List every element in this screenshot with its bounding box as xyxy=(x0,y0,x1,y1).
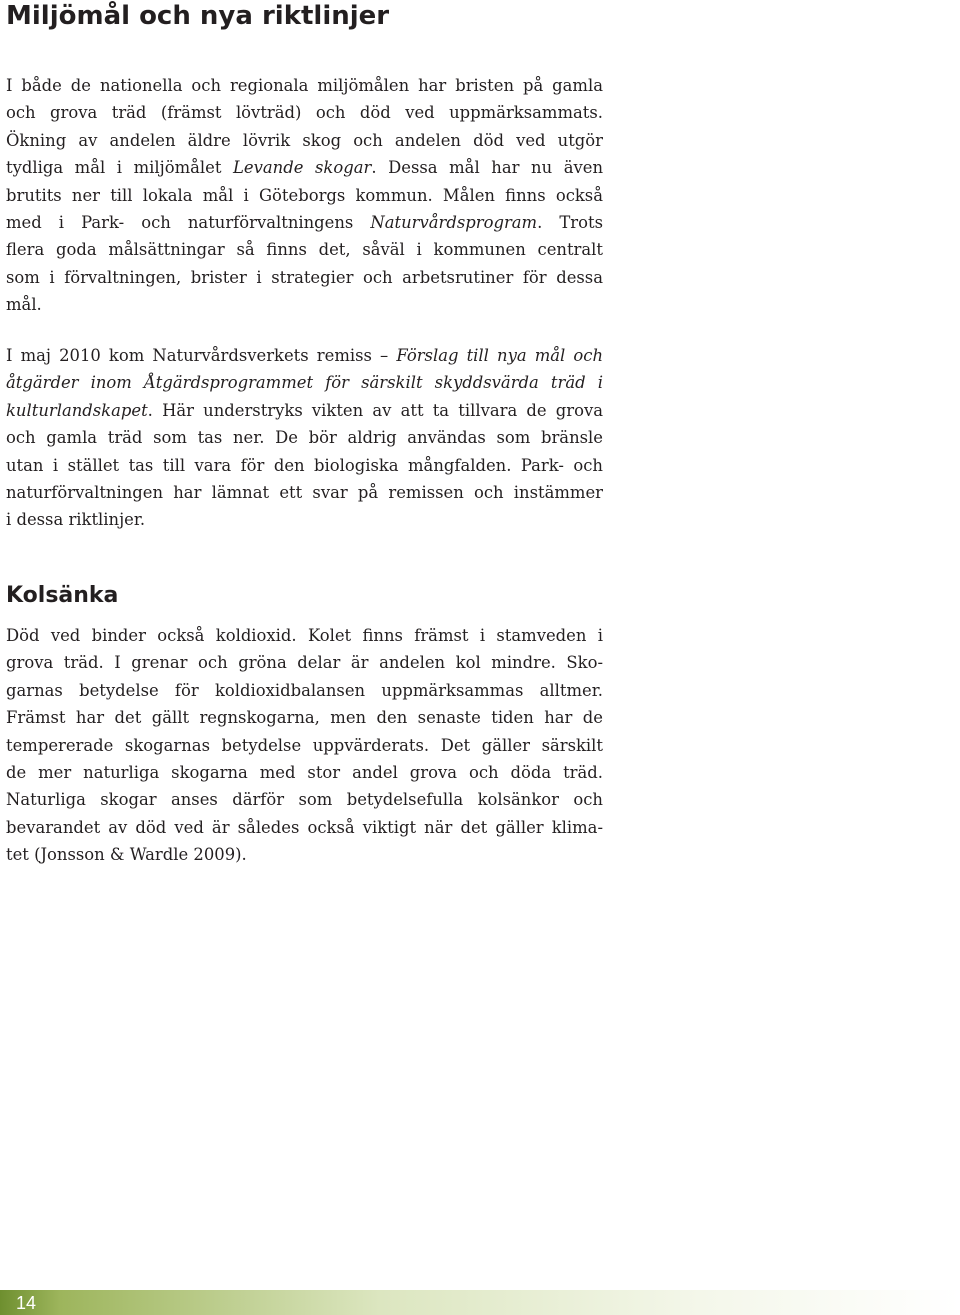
text-line: kulturlandskapet. Här understryks vikten av att ta tillvara de grova xyxy=(6,400,603,420)
text-line: och grova träd (främst lövträd) och död ved uppmärksammats. xyxy=(6,103,603,123)
text-line: tempererade skogarnas betydelse uppvärderats. Det gäller särskilt xyxy=(6,735,603,755)
paragraph-remiss xyxy=(6,342,603,534)
text-line: I både de nationella och regionala miljömålen har bristen på gamla xyxy=(6,76,603,95)
text-line: som i förvaltningen, brister i strategier och arbetsrutiner för dessa xyxy=(6,267,603,287)
text-line: Död ved binder också koldioxid. Kolet finns främst i stamveden i xyxy=(6,626,603,645)
text-line: garnas betydelse för koldioxidbalansen uppmärksammas alltmer. xyxy=(6,680,603,700)
text-line: med i Park- och naturförvaltningens Naturvårdsprogram. Trots xyxy=(6,213,603,233)
italic-levande-skogar: Levande skogar xyxy=(233,158,372,178)
text-line: och gamla träd som tas ner. De bör aldrig användas som bränsle xyxy=(6,428,603,448)
text-line: flera goda målsättningar så finns det, såväl i kommunen centralt xyxy=(6,240,603,260)
text-line: grova träd. I grenar och gröna delar är andelen kol mindre. Sko- xyxy=(6,653,603,673)
text-line: naturförvaltningen har lämnat ett svar på remissen och instämmer xyxy=(6,483,603,503)
text-line: brutits ner till lokala mål i Göteborgs kommun. Målen finns också xyxy=(6,185,603,205)
page-heading: Miljömål och nya riktlinjer xyxy=(6,1,390,31)
text-line: tydliga mål i miljömålet Levande skogar. Dessa mål har nu även xyxy=(6,158,603,178)
text-line: de mer naturliga skogarna med stor andel grova och döda träd. xyxy=(6,763,603,783)
paragraph-kolsanka xyxy=(6,622,603,869)
text-line: tet (Jonsson & Wardle 2009). xyxy=(6,845,247,865)
text-line: Främst har det gällt regnskogarna, men den senaste tiden har de xyxy=(6,708,603,728)
italic-remiss-title: åtgärder inom Åtgärdsprogrammet för särskilt skyddsvärda träd i xyxy=(6,373,603,393)
text-line: bevarandet av död ved är således också viktigt när det gäller klima- xyxy=(6,817,603,837)
text-line: I maj 2010 kom Naturvårdsverkets remiss – Förslag till nya mål och xyxy=(6,346,603,365)
text-line xyxy=(6,369,603,396)
italic-naturvardsprogram: Naturvårdsprogram xyxy=(370,213,538,233)
page-number: 14 xyxy=(16,1293,37,1313)
text-line: mål. xyxy=(6,295,42,315)
text-line: i dessa riktlinjer. xyxy=(6,510,146,530)
footer-bar xyxy=(0,1290,960,1315)
text-line: Ökning av andelen äldre lövrik skog och andelen död ved utgör xyxy=(6,130,603,150)
paragraph-miljomal xyxy=(6,72,603,319)
text-line: Naturliga skogar anses därför som betydelsefulla kolsänkor och xyxy=(6,790,603,810)
section-heading-kolsanka: Kolsänka xyxy=(6,583,119,608)
italic-remiss-title: kulturlandskapet xyxy=(6,400,148,420)
text-line: utan i stället tas till vara för den biologiska mångfalden. Park- och xyxy=(6,455,603,475)
italic-remiss-title: Förslag till nya mål och xyxy=(396,346,603,365)
